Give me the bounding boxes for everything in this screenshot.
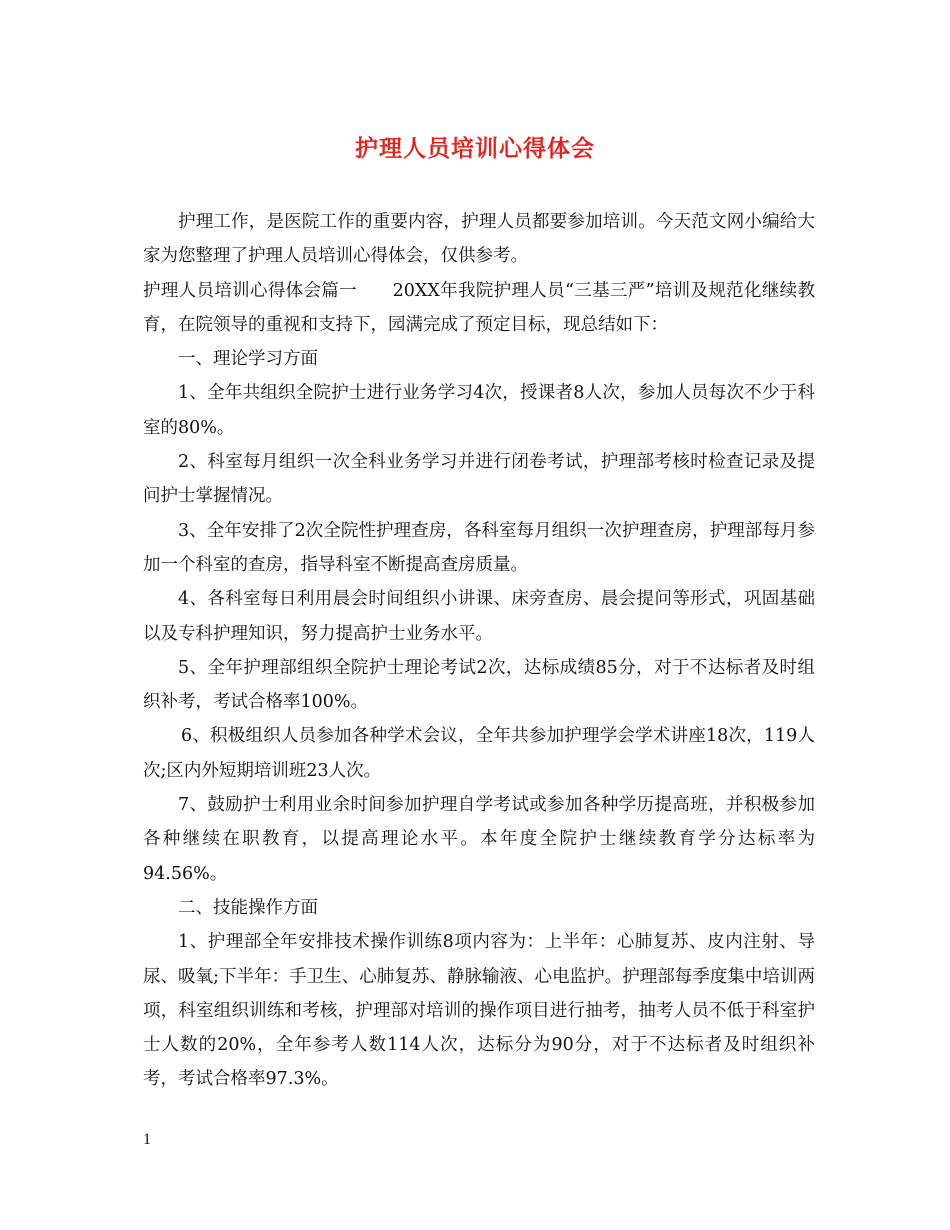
document-body	[143, 205, 815, 1097]
section-heading-skills: 二、技能操作方面	[178, 897, 318, 918]
list-item: 2、科室每月组织一次全科业务学习并进行闭卷考试，护理部考核时检查记录及提问护士掌握情况。	[143, 452, 815, 507]
intro-paragraph: 护理工作，是医院工作的重要内容，护理人员都要参加培训。今天范文网小编给大家为您整理了护理人员培训心得体会，仅供参考。	[143, 212, 815, 267]
section-intro-paragraph: 护理人员培训心得体会篇一 20XX年我院护理人员“三基三严”培训及规范化继续教育，在院领导的重视和支持下，园满完成了预定目标，现总结如下：	[143, 280, 815, 335]
list-item: 1、护理部全年安排技术操作训练8项内容为：上半年：心肺复苏、皮内注射、导尿、吸氧;下半年：手卫生、心肺复苏、静脉输液、心电监护。护理部每季度集中培训两项，科室组织训练和考核，护理部对培训的操作项目进行抽考，抽考人员不低于科室护士人数的20%，全年参考人数114人次，达标分为90分，对于不达标者及时组织补考，考试合格率97.3%。	[143, 932, 815, 1090]
list-item: 6、积极组织人员参加各种学术会议，全年共参加护理学会学术讲座18次，119人次;区内外短期培训班23人次。	[143, 726, 815, 781]
list-item: 5、全年护理部组织全院护士理论考试2次，达标成绩85分，对于不达标者及时组织补考，考试合格率100%。	[143, 657, 815, 713]
section-heading-theory: 一、理论学习方面	[178, 349, 318, 370]
list-item: 4、各科室每日利用晨会时间组织小讲课、床旁查房、晨会提问等形式，巩固基础以及专科护理知识，努力提高护士业务水平。	[143, 589, 815, 644]
page-number: 1	[143, 1131, 151, 1148]
list-item: 7、鼓励护士利用业余时间参加护理自学考试或参加各种学历提高班，并积极参加各种继续在职教育，以提高理论水平。本年度全院护士继续教育学分达标率为94.56%。	[143, 795, 815, 884]
document-title: 护理人员培训心得体会	[355, 135, 595, 162]
list-item: 3、全年安排了2次全院性护理查房，各科室每月组织一次护理查房，护理部每月参加一个科室的查房，指导科室不断提高查房质量。	[143, 520, 815, 575]
list-item: 1、全年共组织全院护士进行业务学习4次，授课者8人次，参加人员每次不少于科室的80%。	[143, 383, 815, 438]
